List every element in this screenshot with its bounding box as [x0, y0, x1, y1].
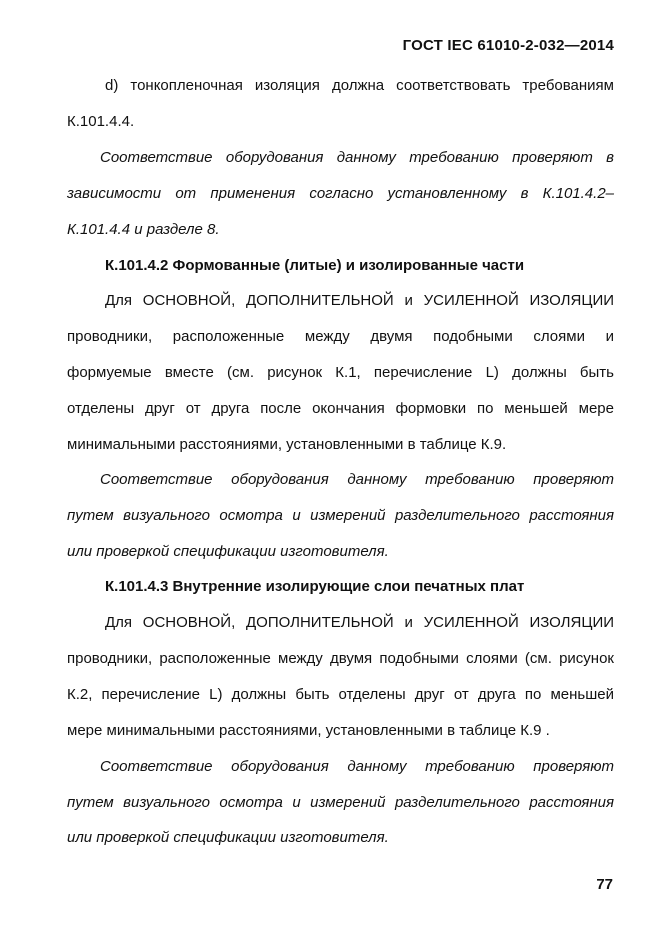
compliance-line: К.101.4.4 и разделе 8. — [67, 221, 220, 238]
paragraph-line: проводники, расположенные между двумя подобными слоями (см. рисунок — [67, 650, 614, 667]
paragraph-line: проводники, расположенные между двумя подобными слоями и — [67, 328, 614, 345]
compliance-line: или проверкой спецификации изготовителя. — [67, 829, 389, 846]
page-number: 77 — [596, 876, 613, 893]
compliance-line: путем визуального осмотра и измерений разделительного расстояния — [67, 794, 614, 811]
paragraph-line: мере минимальными расстояниями, установленными в таблице К.9 . — [67, 722, 550, 739]
paragraph-line: К.101.4.4. — [67, 113, 135, 130]
compliance-line: зависимости от применения согласно установленному в К.101.4.2– — [67, 185, 614, 202]
compliance-line: Соответствие оборудования данному требованию проверяют — [100, 471, 614, 488]
compliance-line: путем визуального осмотра и измерений разделительного расстояния — [67, 507, 614, 524]
section-heading: К.101.4.2 Формованные (литые) и изолированные части — [105, 257, 525, 274]
compliance-line: или проверкой спецификации изготовителя. — [67, 543, 389, 560]
paragraph-line: отделены друг от друга после окончания формовки по меньшей мере — [67, 400, 614, 417]
paragraph-line: формуемые вместе (см. рисунок К.1, перечисление L) должны быть — [67, 364, 614, 381]
compliance-line: Соответствие оборудования данному требованию проверяют в — [100, 149, 614, 166]
compliance-line: Соответствие оборудования данному требованию проверяют — [100, 758, 614, 775]
paragraph-line: минимальными расстояниями, установленными в таблице К.9. — [67, 436, 507, 453]
paragraph-line: Для ОСНОВНОЙ, ДОПОЛНИТЕЛЬНОЙ и УСИЛЕННОЙ ИЗОЛЯЦИИ — [105, 614, 614, 631]
section-heading: К.101.4.3 Внутренние изолирующие слои печатных плат — [105, 578, 525, 595]
document-header: ГОСТ IEC 61010-2-032—2014 — [402, 37, 614, 54]
paragraph-line: Для ОСНОВНОЙ, ДОПОЛНИТЕЛЬНОЙ и УСИЛЕННОЙ ИЗОЛЯЦИИ — [105, 292, 614, 309]
paragraph-line: d) тонкопленочная изоляция должна соответствовать требованиям — [105, 77, 614, 94]
paragraph-line: К.2, перечисление L) должны быть отделены друг от друга по меньшей — [67, 686, 614, 703]
